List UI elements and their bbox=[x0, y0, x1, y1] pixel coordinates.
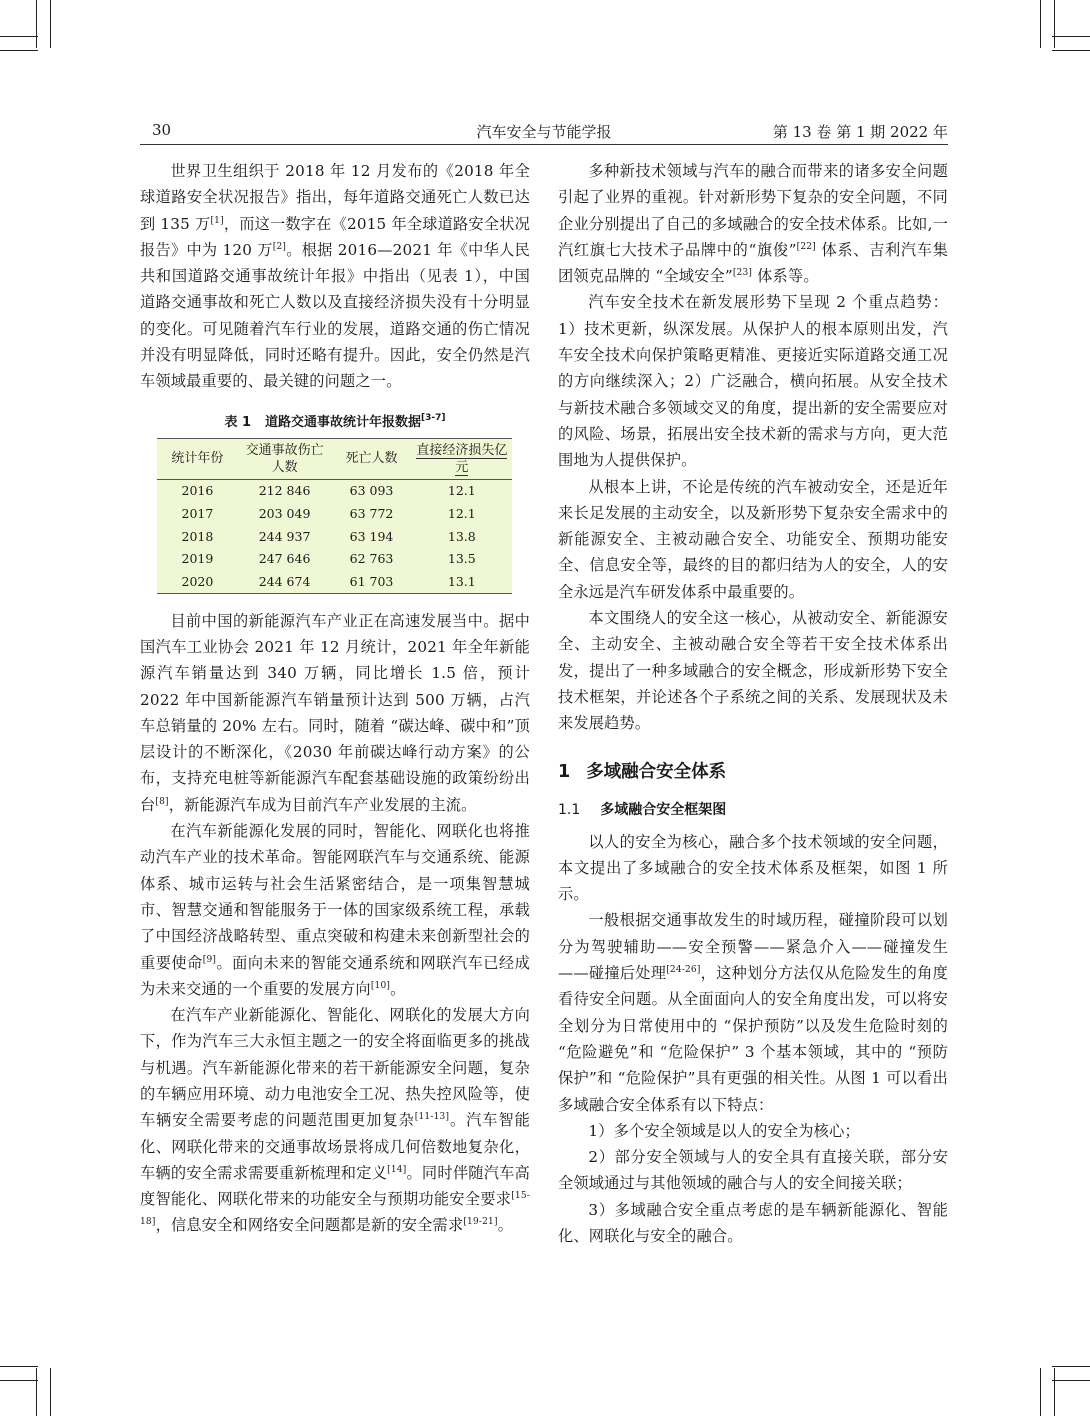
table-label: 表 1 bbox=[224, 414, 252, 430]
citation[interactable]: [1] bbox=[210, 215, 224, 226]
crop-mark bbox=[1054, 1368, 1055, 1416]
paragraph: 以人的安全为核心，融合多个技术领域的安全问题，本文提出了多域融合的安全技术体系及框架，如图 1 所示。 bbox=[558, 832, 948, 904]
crop-mark bbox=[1052, 50, 1090, 51]
table-row: 2018 244 937 63 194 13.8 bbox=[181, 528, 476, 544]
crop-mark bbox=[1052, 1380, 1090, 1381]
citation[interactable]: [22] bbox=[796, 241, 816, 252]
crop-mark bbox=[1040, 1368, 1041, 1416]
paragraph: 从根本上讲，不论是传统的汽车被动安全，还是近年来长足发展的主动安全，以及新形势下复杂安全需求中的新能源安全、主被动融合安全、功能安全、预期功能安全、信息安全等，最终的目的都归结为人的安全，人的安全永远是汽车研发体系中最重要的。 bbox=[558, 477, 948, 601]
column-header: 统计年份 bbox=[157, 438, 238, 479]
paragraph: 在汽车新能源化发展的同时，智能化、网联化也将推动汽车产业的技术革命。智能网联汽车与交通系统、能源体系、城市运转与社会生活紧密结合，是一项集智慧城市、智慧交通和智能服务于一体的国家级系统工程，承载了中国经济战略转型、重点突破和构建未来创新型社会的重要使命[9]。面向未来的智能交通系统和网联汽车已经成为未来交通的一个重要的发展方向[10]。 bbox=[140, 822, 530, 998]
data-table bbox=[157, 438, 512, 594]
list-item: 3）多域融合安全重点考虑的是车辆新能源化、智能化、网联化与安全的融合。 bbox=[558, 1200, 948, 1245]
crop-mark bbox=[1052, 1366, 1090, 1367]
volume-issue: 第 13 卷 第 1 期 2022 年 bbox=[772, 123, 948, 141]
crop-mark bbox=[50, 1368, 51, 1416]
page-number: 30 bbox=[152, 121, 172, 139]
citation[interactable]: [15-18] bbox=[140, 1191, 530, 1228]
crop-mark bbox=[0, 36, 38, 37]
journal-title: 汽车安全与节能学报 bbox=[476, 123, 612, 141]
column-header: 死亡人数 bbox=[331, 438, 411, 479]
citation[interactable]: [24-26] bbox=[666, 965, 701, 976]
citation[interactable]: [9] bbox=[202, 954, 217, 965]
paragraph: 一般根据交通事故发生的时域历程，碰撞阶段可以划分为驾驶辅助——安全预警——紧急介入——碰撞发生——碰撞后处理[24-26]，这种划分方法仅从危险发生的角度看待安全问题。从全面面向人的安全角度出发，可以将安全划分为日常使用中的 “保护预防”以及发生危险时刻的 “危险避免”和 “危险保护” 3 个基本领域，其中的 “预防保护”和 “危险保护”具有更强的相关性。从图 1 可以看出多域融合安全体系有以下特点： bbox=[558, 911, 949, 1114]
citation[interactable]: [11-13] bbox=[414, 1112, 450, 1123]
table-row: 2017 203 049 63 772 12.1 bbox=[181, 506, 476, 522]
list-item: 2）部分安全领域与人的安全具有直接关联，部分安全领域通过与其他领域的融合与人的安全间接关联； bbox=[558, 1148, 948, 1193]
table-header-row bbox=[157, 438, 512, 479]
table-title: 道路交通事故统计年报数据 bbox=[265, 414, 422, 430]
citation[interactable]: [3-7] bbox=[421, 412, 446, 423]
paragraph: 在汽车产业新能源化、智能化、网联化的发展大方向下，作为汽车三大永恒主题之一的安全将面临更多的挑战与机遇。汽车新能源化带来的若干新能源安全问题，复杂的车辆应用环境、动力电池安全工况、热失控风险等，使车辆安全需要考虑的问题范围更加复杂[11-13]。汽车智能化、网联化带来的交通事故场景将成几何倍数地复杂化，车辆的安全需求需要重新梳理和定义[14]。同时伴随汽车高度智能化、网联化带来的功能安全与预期功能安全要求[15-18]，信息安全和网络安全问题都是新的安全需求[19-21]。 bbox=[140, 1006, 530, 1235]
paragraph: 世界卫生组织于 2018 年 12 月发布的《2018 年全球道路安全状况报告》指出，每年道路交通死亡人数已达到 135 万[1]，而这一数字在《2015 年全球道路安全状况报告》中为 120 万[2]。根据 2016—2021 年《中华人民共和国道路交通事故统计年报》中指出（见表 1），中国道路交通事故和死亡人数以及直接经济损失没有十分明显的变化。可见随着汽车行业的发展，道路交通的伤亡情况并没有明显降低，同时还略有提升。因此，安全仍然是汽车领域最重要的、最关键的问题之一。 bbox=[140, 162, 531, 391]
table-row: 2019 247 646 62 763 13.5 bbox=[181, 551, 476, 567]
crop-mark bbox=[36, 0, 37, 48]
crop-mark bbox=[50, 0, 51, 48]
crop-mark bbox=[0, 1366, 38, 1367]
citation[interactable]: [10] bbox=[370, 980, 391, 991]
table-row: 2020 244 674 61 703 13.1 bbox=[157, 570, 512, 593]
column-header: 直接经济损失亿元 bbox=[412, 438, 512, 479]
crop-mark bbox=[1054, 0, 1055, 48]
crop-mark bbox=[36, 1368, 37, 1416]
paragraph: 汽车安全技术在新发展形势下呈现 2 个重点趋势：1）技术更新，纵深发展。从保护人的根本原则出发，汽车安全技术向保护策略更精准、更接近实际道路交通工况的方向继续深入；2）广泛融合，横向拓展。从安全技术与新技术融合多领域交叉的角度，提出新的安全需要应对的风险、场景，拓展出安全技术新的需求与方向，更大范围地为人提供保护。 bbox=[558, 293, 948, 470]
table-row: 2016 212 846 63 093 12.1 bbox=[181, 483, 476, 499]
crop-mark bbox=[0, 1380, 38, 1381]
crop-mark bbox=[1040, 0, 1041, 48]
list-item: 1）多个安全领域是以人的安全为核心； bbox=[588, 1121, 860, 1140]
right-column bbox=[558, 158, 948, 1249]
left-column bbox=[140, 158, 530, 1239]
section-heading: 1 多域融合安全体系 bbox=[558, 761, 727, 782]
crop-mark bbox=[1052, 36, 1090, 37]
paragraph: 多种新技术领域与汽车的融合而带来的诸多安全问题引起了业界的重视。针对新形势下复杂的安全问题，不同企业分别提出了自己的多域融合的安全技术体系。比如,一汽红旗七大技术子品牌中的“旗俊”[22] 体系、吉利汽车集团领克品牌的 “全域安全”[23] 体系等。 bbox=[558, 162, 948, 286]
citation[interactable]: [23] bbox=[732, 268, 753, 279]
subsection-heading: 1.1 多域融合安全框架图 bbox=[558, 801, 727, 818]
citation[interactable]: [19-21] bbox=[463, 1217, 498, 1228]
table-caption bbox=[140, 411, 530, 430]
running-header bbox=[140, 118, 948, 145]
column-header: 交通事故伤亡人数 bbox=[238, 438, 332, 479]
crop-mark bbox=[0, 50, 38, 51]
paragraph: 本文围绕人的安全这一核心，从被动安全、新能源安全、主动安全、主被动融合安全等若干安全技术体系出发，提出了一种多域融合的安全概念，形成新形势下安全技术框架，并论述各个子系统之间的关系、发展现状及未来发展趋势。 bbox=[558, 609, 948, 733]
citation[interactable]: [8] bbox=[155, 796, 169, 807]
paragraph: 目前中国的新能源汽车产业正在高速发展当中。据中国汽车工业协会 2021 年 12 月统计，2021 年全年新能源汽车销量达到 340 万辆，同比增长 1.5 倍，预计 2022 年中国新能源汽车销量预计达到 500 万辆，占汽车总销量的 20% 左右。同时，随着 “碳达峰、碳中和”顶层设计的不断深化，《2030 年前碳达峰行动方案》的公布，支持充电桩等新能源汽车配套基础设施的政策纷纷出台[8]，新能源汽车成为目前汽车产业发展的主流。 bbox=[140, 611, 530, 814]
citation[interactable]: [2] bbox=[272, 241, 287, 252]
citation[interactable]: [14] bbox=[387, 1164, 407, 1175]
